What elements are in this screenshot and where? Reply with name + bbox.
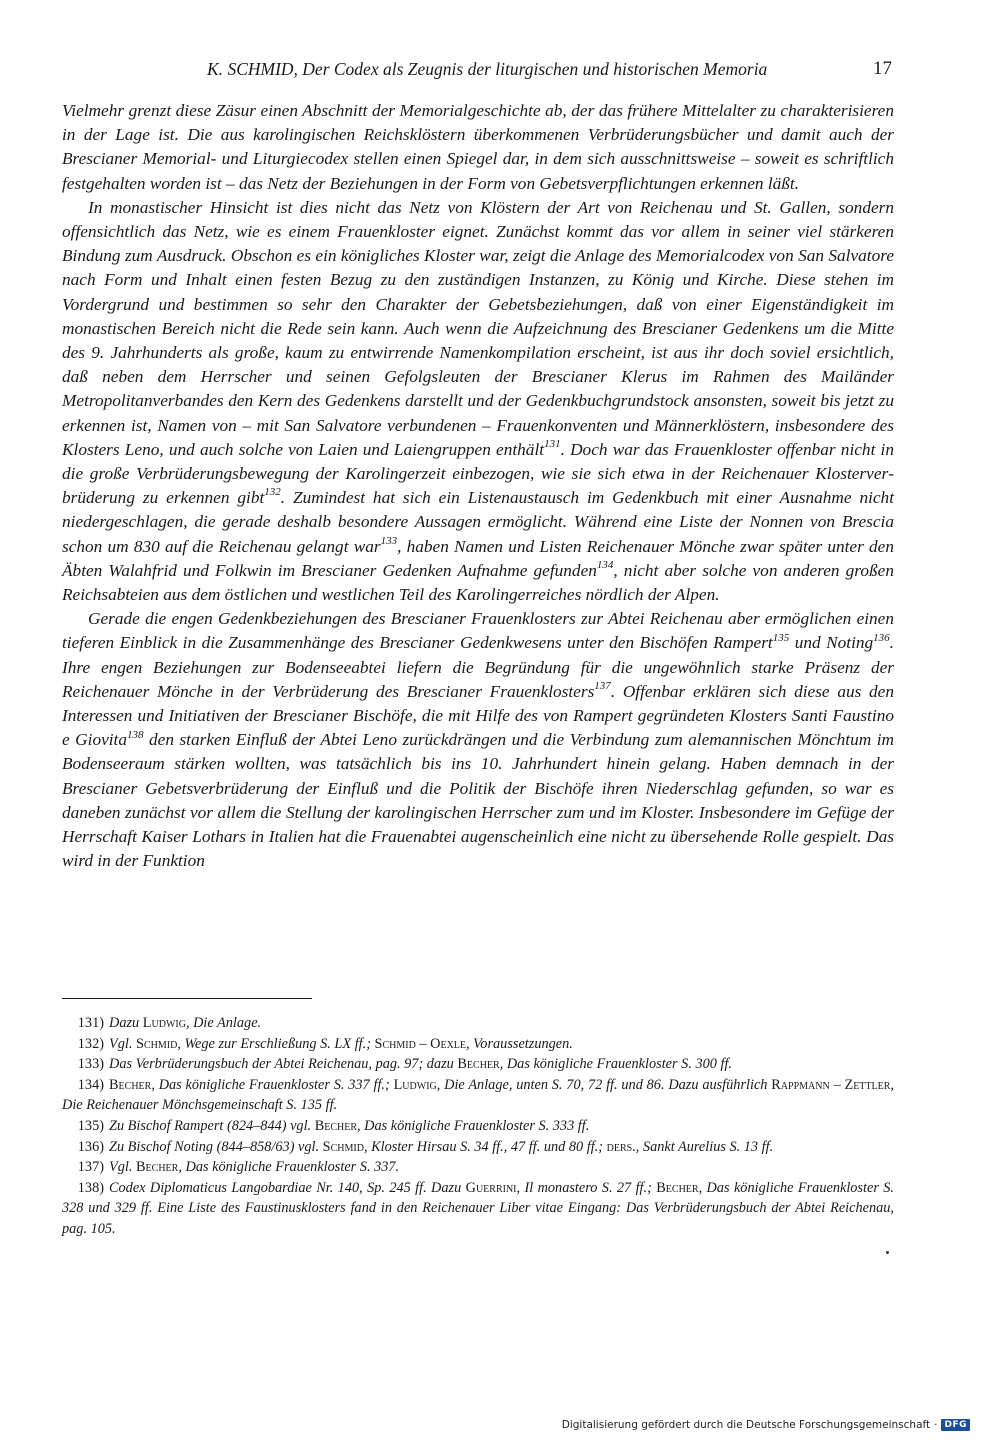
footnote-text: , Il monastero S. 27 ff.; bbox=[516, 1179, 657, 1196]
body-text bbox=[62, 99, 894, 874]
footnote bbox=[62, 1116, 894, 1137]
footnote-divider bbox=[62, 998, 312, 999]
paragraph-text: den starken Einfluß der Abtei Leno zurückdrängen und die Verbindung zum alemannischen Mönchtum im Bodenseeraum stärken wollten, was tatsächlich bis ins 10. Jahrhundert hinein gelang. Haben demnach in der Brescianer Gebetsverbrüderung der Einfluß und die Politik der Bischöfe ihren Niederschlag gefunden, so war es daneben zunächst vor allem die Stellung der karolingischen Herrscher zum und im Kloster. Insbesondere im Gefüge der Herrschaft Kaiser Lothars in Italien hat die Frauenabtei augenscheinlich eine nicht zu übersehende Rolle gespielt. Das wird in der Funktion bbox=[62, 730, 895, 871]
footnote-author: Guerrini bbox=[465, 1179, 517, 1196]
footnote-text: , Wege zur Erschließung S. LX ff.; bbox=[177, 1035, 375, 1052]
footnote bbox=[62, 1137, 894, 1158]
footnote-text: , Das königliche Frauenkloster S. 333 ff. bbox=[357, 1117, 590, 1134]
footnote-author: Ludwig bbox=[393, 1076, 437, 1093]
footnote-ref: 132 bbox=[264, 486, 281, 499]
header-title-line bbox=[207, 58, 767, 80]
footnote-text: Dazu bbox=[109, 1015, 143, 1031]
paragraph bbox=[62, 196, 894, 607]
header-author-name: SCHMID, bbox=[227, 59, 298, 79]
footnote-text: , Die Anlage. bbox=[185, 1015, 262, 1031]
header-author-initial: K. bbox=[207, 59, 224, 79]
paragraph bbox=[62, 99, 894, 196]
footnote-author: Becher bbox=[314, 1117, 358, 1134]
footnote-number: 138) bbox=[77, 1179, 104, 1196]
footnote-number: 136) bbox=[77, 1138, 104, 1155]
footnote-text: Zu Bischof Rampert (824–844) vgl. bbox=[109, 1117, 315, 1134]
header-title: Der Codex als Zeugnis der liturgischen und historischen Memoria bbox=[302, 59, 768, 79]
footnotes bbox=[62, 1013, 894, 1240]
footnote-text: , Das königliche Frauenkloster S. 300 ff. bbox=[499, 1056, 732, 1073]
footnote-number: 135) bbox=[77, 1117, 104, 1134]
paragraph bbox=[62, 607, 894, 873]
footnote-ref: 135 bbox=[772, 631, 790, 644]
footnote-author: Rappmann – Zettler bbox=[771, 1076, 891, 1093]
paragraph-text: Vielmehr grenzt diese Zäsur einen Abschnitt der Memorialgeschichte ab, der das frühere Mittelalter zu charakterisieren in der Lage ist. Die aus karolingischen Reichsklöstern überkommenen Verbrüderungsbücher und damit auch der Brescianer Memorial- und Liturgiecodex stellen einen Spiegel dar, in dem sich ausschnittsweise – soweit es schriftlich festgehalten worden ist – das Netz der Beziehungen in der Form von Gebetsverpflichtungen erkennen läßt. bbox=[62, 101, 894, 193]
footnote-author: Schmid – Oexle bbox=[374, 1035, 467, 1052]
footnote-author: Becher bbox=[136, 1159, 179, 1176]
paragraph-text: und Noting bbox=[789, 633, 874, 653]
footnote-text: Codex Diplomaticus Langobardiae Nr. 140, Sp. 245 ff. Dazu bbox=[109, 1179, 466, 1196]
footnote-author: Becher bbox=[457, 1056, 500, 1073]
footnote-author: Becher bbox=[109, 1076, 152, 1093]
paragraph-text: In monastischer Hinsicht ist dies nicht das Netz von Klöstern der Art von Reichenau und St. Gallen, sondern offensichtlich das Netz, wie es einem Frauenkloster eignet. Zunächst kommt das vor allem in seiner viel stärkeren Bindung zum Ausdruck. Obschon es ein königliches Kloster war, zeigt die Anlage des Memorialcodex von San Salvatore nach Form und Inhalt einen festen Bezug zu den zuständigen Instanzen, zu König und Kirche. Diese stehen im Vordergrund und bestimmen so sehr den Charakter der Gebetsbeziehungen, daß von einer Eigenständigkeit im monastischen Bereich nicht die Rede sein kann. Auch wenn die Aufzeichnung des Brescianer Gedenkens um die Mitte des 9. Jahrhunderts als große, kaum zu entwirrende Namenkompilation erscheint, ist aus ihr doch soviel ersichtlich, daß neben dem Herrscher und seinen Gefolgsleuten der Brescianer Klerus im Rahmen des Mailänder Metropolitanverbandes den Kern des Gedenkens darstellt und der Gedenkbuchgrundstock ansonsten, soweit bis jetzt zu erkennen ist, Namen von – mit San Salvatore verbundenen – Frauenkonventen und Männerklöstern, insbesondere des Klosters Leno, und auch solche von Laien und Laiengruppen enthält bbox=[62, 197, 894, 459]
footnote bbox=[62, 1157, 894, 1178]
footnote-ref: 138 bbox=[127, 728, 144, 741]
footnote-text: , Sankt Aurelius S. 13 ff. bbox=[635, 1138, 774, 1155]
footnote-text: , Das königliche Frauenkloster S. 328 und 329 ff. Eine Liste des Faustinusklosters fand in den Reichenauer Liber vitae Eingang: Das Verbrüderungsbuch der Abtei Reichenau, pag. 105. bbox=[62, 1179, 894, 1237]
paragraph-text: . Zumindest hat sich ein Listenaustausch im Gedenkbuch mit einer Ausnahme nicht niedergeschlagen, die gerade deshalb besondere Aussagen ermöglicht. Während eine Liste der Nonnen von Brescia schon um 830 auf die Reichenau gelangt war bbox=[62, 488, 894, 556]
paragraph-text: , nicht aber solche von anderen großen Reichsabteien aus dem östlichen und westlichen Teil des Karolingerreiches nördlich der Alpen. bbox=[62, 560, 894, 605]
footnote-number: 131) bbox=[77, 1015, 104, 1031]
footnote-text: , Das königliche Frauenkloster S. 337. bbox=[178, 1159, 400, 1176]
footnote-ref: 133 bbox=[380, 534, 398, 547]
paragraph-text: . Doch war das Frauenkloster offenbar nicht in die große Verbrüderungsbewegung der Karolingerzeit einbezogen, wie sie sich etwa in der Reichenauer Klosterverbrüderung zu erkennen gibt bbox=[62, 439, 894, 508]
paragraph-text: . Offenbar erklären sich diese aus den Interessen und Initiativen der Brescianer Bischöfe, die mit Hilfe des von Rampert gegründeten Klosters Santi Faustino e Giovita bbox=[62, 681, 894, 750]
footnote-number: 133) bbox=[77, 1056, 104, 1073]
footnote-author: Schmid bbox=[322, 1138, 364, 1155]
footnote-ref: 137 bbox=[594, 680, 611, 693]
paragraph-text: Gerade die engen Gedenkbeziehungen des Brescianer Frauenklosters zur Abtei Reichenau aber ermöglichen einen tieferen Einblick in die Zusammenhänge des Brescianer Gedenkwesens unter den Bischöfen Rampert bbox=[62, 609, 894, 653]
credit-text: Digitalisierung gefördert durch die Deutsche Forschungsgemeinschaft bbox=[561, 1419, 931, 1431]
footnote-ref: 136 bbox=[873, 631, 890, 644]
footnote bbox=[62, 1013, 894, 1034]
footnote-author: Schmid bbox=[136, 1035, 178, 1052]
footnote-author: Becher bbox=[656, 1179, 699, 1196]
footnote-number: 132) bbox=[77, 1035, 104, 1052]
footnote-text: , Die Reichenauer Mönchsgemeinschaft S. 135 ff. bbox=[62, 1076, 894, 1114]
footnote-text: Vgl. bbox=[109, 1035, 137, 1052]
footnote bbox=[62, 1075, 894, 1116]
paragraph-text: . Ihre engen Beziehungen zur Bodenseeabtei liefern die Begründung für die ungewöhnlich starke Präsenz der Reichenauer Mönche in der Verbrüderung des Brescianer Frauenklosters bbox=[62, 633, 894, 701]
footnote-text: , Voraussetzungen. bbox=[466, 1035, 573, 1052]
footnote-text: , Die Anlage, unten S. 70, 72 ff. und 86. Dazu ausführlich bbox=[436, 1076, 772, 1093]
page-number: 17 bbox=[873, 58, 892, 79]
footnote-text: , Kloster Hirsau S. 34 ff., 47 ff. und 80 ff.; bbox=[363, 1138, 607, 1155]
paragraph-text: , haben Namen und Listen Reichenauer Mönche zwar später unter den Äbten Walahfrid und Folkwin im Brescianer Gedenken Aufnahme gefunden bbox=[62, 536, 894, 580]
footnote bbox=[62, 1034, 894, 1055]
footnote bbox=[62, 1054, 894, 1075]
footnote-number: 137) bbox=[77, 1159, 104, 1176]
footnote-ref: 131 bbox=[544, 438, 561, 451]
footnote-text: , Das königliche Frauenkloster S. 337 ff.; bbox=[151, 1076, 394, 1093]
footnote-text: Vgl. bbox=[109, 1159, 137, 1176]
footnote-author: Ludwig bbox=[142, 1015, 186, 1031]
dfg-logo: DFG bbox=[941, 1419, 970, 1431]
footnote-number: 134) bbox=[77, 1076, 104, 1093]
footnote-author: ders. bbox=[606, 1138, 636, 1155]
footnote-ref: 134 bbox=[596, 559, 614, 572]
footnote bbox=[62, 1178, 894, 1240]
footnote-text: Zu Bischof Noting (844–858/63) vgl. bbox=[109, 1138, 323, 1155]
digitization-credit: Digitalisierung gefördert durch die Deutsche Forschungsgemeinschaft · DFG bbox=[562, 1419, 970, 1431]
footnote-text: Das Verbrüderungsbuch der Abtei Reichenau, pag. 97; dazu bbox=[109, 1056, 458, 1073]
stray-dot bbox=[886, 1251, 889, 1254]
